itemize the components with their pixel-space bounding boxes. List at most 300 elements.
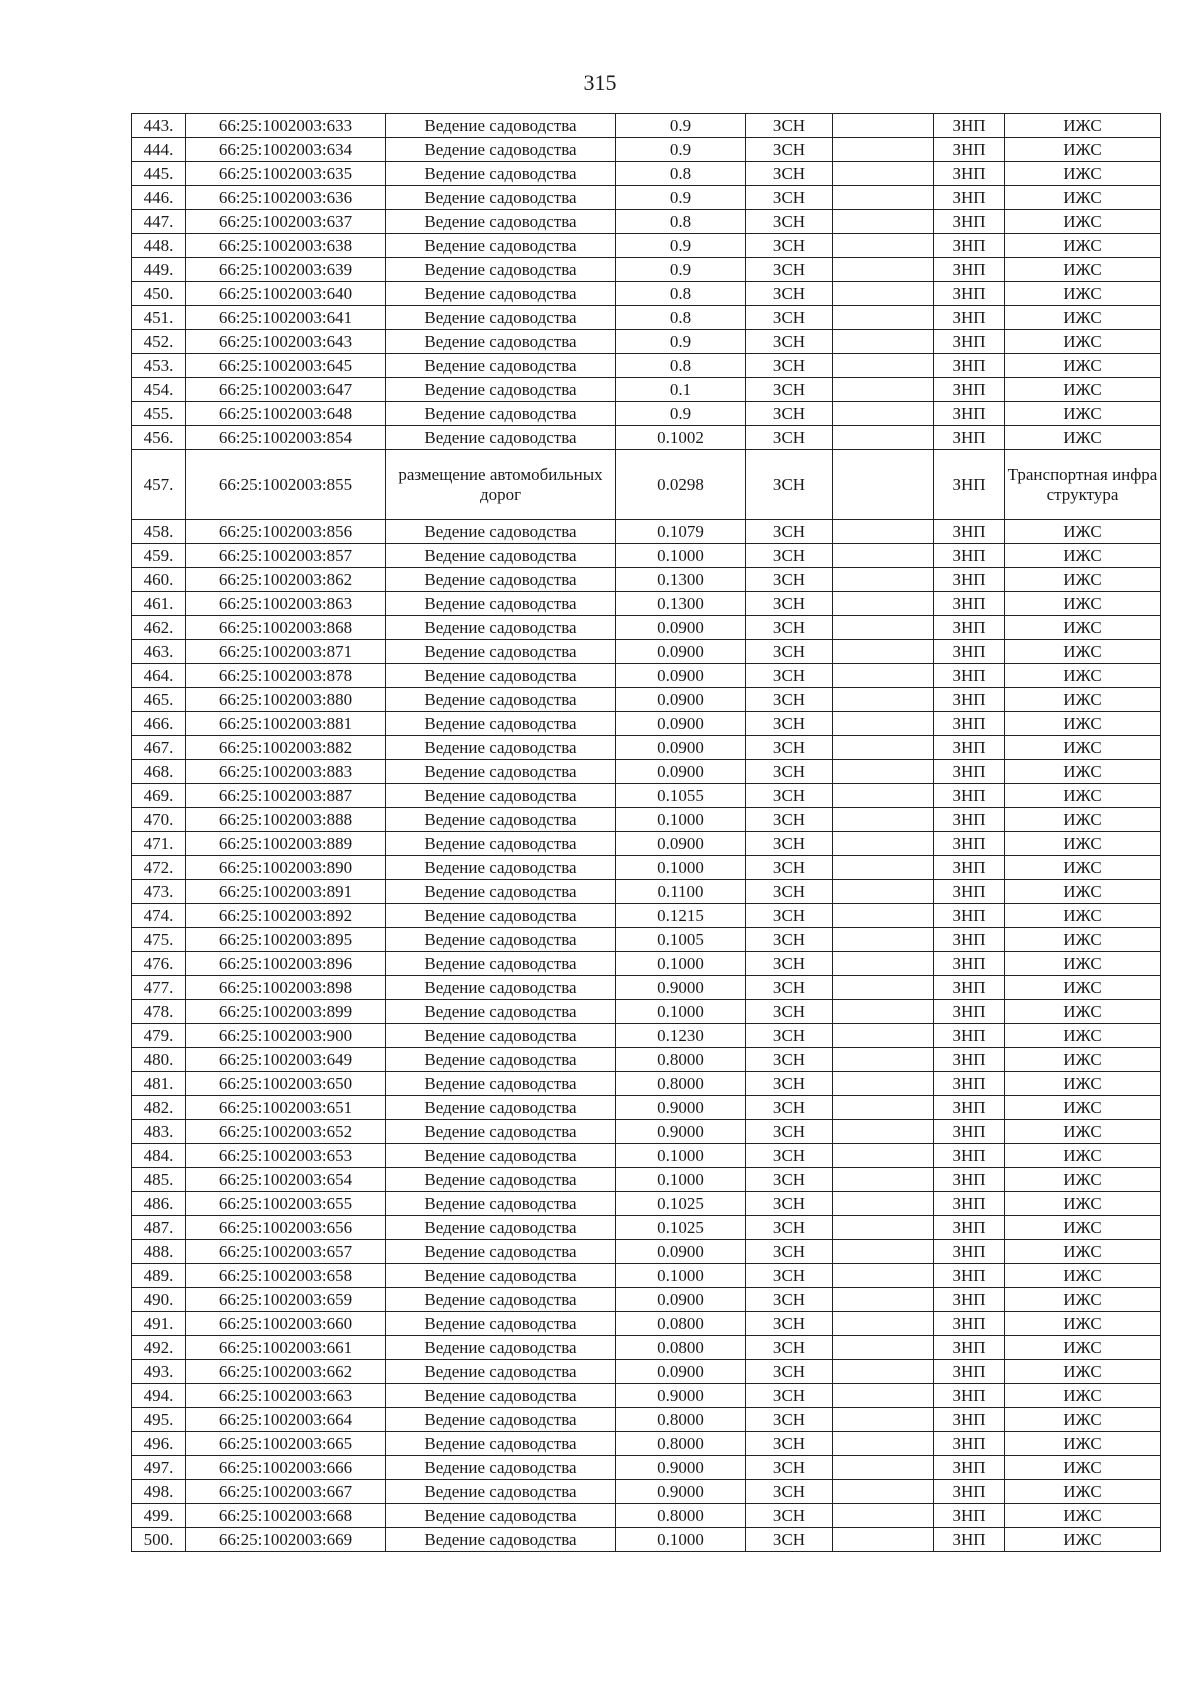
cell-area: 0.8000 <box>616 1048 746 1072</box>
parcel-table-body <box>132 114 1161 1552</box>
table-row <box>132 306 1161 330</box>
cell-blank-column <box>833 904 934 928</box>
cell-area: 0.8000 <box>616 1432 746 1456</box>
cell-row-number: 489. <box>132 1264 186 1288</box>
cell-zone-type: ИЖС <box>1005 402 1161 426</box>
cell-row-number: 461. <box>132 592 186 616</box>
cell-blank-column <box>833 210 934 234</box>
cell-row-number: 500. <box>132 1528 186 1552</box>
cell-category-planned: ЗНП <box>934 712 1005 736</box>
cell-cadastral-number: 66:25:1002003:896 <box>186 952 386 976</box>
table-row <box>132 1096 1161 1120</box>
cell-permitted-use: Ведение садоводства <box>386 1408 616 1432</box>
cell-category-planned: ЗНП <box>934 306 1005 330</box>
page-number: 315 <box>583 70 617 95</box>
cell-blank-column <box>833 282 934 306</box>
cell-row-number: 443. <box>132 114 186 138</box>
cell-category-planned: ЗНП <box>934 114 1005 138</box>
cell-cadastral-number: 66:25:1002003:639 <box>186 258 386 282</box>
cell-zone-type: ИЖС <box>1005 808 1161 832</box>
cell-category-planned: ЗНП <box>934 186 1005 210</box>
cell-area: 0.0900 <box>616 616 746 640</box>
cell-cadastral-number: 66:25:1002003:647 <box>186 378 386 402</box>
table-row <box>132 1144 1161 1168</box>
cell-blank-column <box>833 1264 934 1288</box>
cell-permitted-use: Ведение садоводства <box>386 520 616 544</box>
table-row <box>132 1384 1161 1408</box>
cell-zone-type: ИЖС <box>1005 354 1161 378</box>
table-row <box>132 234 1161 258</box>
cell-row-number: 444. <box>132 138 186 162</box>
cell-row-number: 470. <box>132 808 186 832</box>
cell-category-planned: ЗНП <box>934 210 1005 234</box>
cell-row-number: 447. <box>132 210 186 234</box>
cell-category-current: ЗСН <box>746 1240 833 1264</box>
cell-row-number: 452. <box>132 330 186 354</box>
cell-cadastral-number: 66:25:1002003:662 <box>186 1360 386 1384</box>
cell-category-planned: ЗНП <box>934 616 1005 640</box>
cell-row-number: 499. <box>132 1504 186 1528</box>
cell-category-current: ЗСН <box>746 330 833 354</box>
table-row <box>132 784 1161 808</box>
cell-permitted-use: Ведение садоводства <box>386 1168 616 1192</box>
cell-cadastral-number: 66:25:1002003:895 <box>186 928 386 952</box>
table-row <box>132 880 1161 904</box>
table-row <box>132 952 1161 976</box>
cell-category-planned: ЗНП <box>934 282 1005 306</box>
cell-category-current: ЗСН <box>746 808 833 832</box>
cell-category-planned: ЗНП <box>934 832 1005 856</box>
table-row <box>132 520 1161 544</box>
table-row <box>132 544 1161 568</box>
cell-category-planned: ЗНП <box>934 1456 1005 1480</box>
table-row <box>132 1360 1161 1384</box>
cell-permitted-use: Ведение садоводства <box>386 664 616 688</box>
cell-zone-type: ИЖС <box>1005 306 1161 330</box>
cell-category-planned: ЗНП <box>934 1480 1005 1504</box>
table-row <box>132 1432 1161 1456</box>
cell-row-number: 469. <box>132 784 186 808</box>
table-row <box>132 760 1161 784</box>
cell-row-number: 480. <box>132 1048 186 1072</box>
cell-area: 0.9 <box>616 258 746 282</box>
cell-area: 0.9000 <box>616 1096 746 1120</box>
cell-blank-column <box>833 162 934 186</box>
cell-permitted-use: Ведение садоводства <box>386 1312 616 1336</box>
cell-cadastral-number: 66:25:1002003:665 <box>186 1432 386 1456</box>
parcel-table <box>131 113 1161 1552</box>
cell-permitted-use: Ведение садоводства <box>386 712 616 736</box>
table-row <box>132 1168 1161 1192</box>
cell-cadastral-number: 66:25:1002003:878 <box>186 664 386 688</box>
cell-cadastral-number: 66:25:1002003:667 <box>186 1480 386 1504</box>
table-row <box>132 1072 1161 1096</box>
cell-row-number: 453. <box>132 354 186 378</box>
cell-category-current: ЗСН <box>746 784 833 808</box>
cell-category-planned: ЗНП <box>934 736 1005 760</box>
cell-permitted-use: Ведение садоводства <box>386 568 616 592</box>
cell-cadastral-number: 66:25:1002003:880 <box>186 688 386 712</box>
cell-zone-type: ИЖС <box>1005 1024 1161 1048</box>
cell-permitted-use: Ведение садоводства <box>386 592 616 616</box>
cell-blank-column <box>833 712 934 736</box>
table-row <box>132 330 1161 354</box>
table-row <box>132 808 1161 832</box>
cell-category-current: ЗСН <box>746 1072 833 1096</box>
cell-category-planned: ЗНП <box>934 1312 1005 1336</box>
table-row <box>132 1192 1161 1216</box>
cell-category-planned: ЗНП <box>934 426 1005 450</box>
cell-cadastral-number: 66:25:1002003:655 <box>186 1192 386 1216</box>
cell-row-number: 466. <box>132 712 186 736</box>
table-row <box>132 1264 1161 1288</box>
cell-permitted-use: Ведение садоводства <box>386 736 616 760</box>
cell-zone-type: ИЖС <box>1005 1168 1161 1192</box>
cell-category-current: ЗСН <box>746 616 833 640</box>
cell-cadastral-number: 66:25:1002003:892 <box>186 904 386 928</box>
cell-cadastral-number: 66:25:1002003:664 <box>186 1408 386 1432</box>
cell-cadastral-number: 66:25:1002003:863 <box>186 592 386 616</box>
cell-area: 0.1005 <box>616 928 746 952</box>
cell-permitted-use: Ведение садоводства <box>386 1360 616 1384</box>
cell-category-current: ЗСН <box>746 378 833 402</box>
cell-cadastral-number: 66:25:1002003:648 <box>186 402 386 426</box>
cell-category-current: ЗСН <box>746 1216 833 1240</box>
cell-area: 0.8 <box>616 282 746 306</box>
cell-blank-column <box>833 450 934 520</box>
cell-zone-type: ИЖС <box>1005 832 1161 856</box>
cell-area: 0.9 <box>616 138 746 162</box>
cell-area: 0.0900 <box>616 832 746 856</box>
cell-category-current: ЗСН <box>746 1312 833 1336</box>
cell-row-number: 492. <box>132 1336 186 1360</box>
cell-row-number: 487. <box>132 1216 186 1240</box>
cell-blank-column <box>833 1072 934 1096</box>
cell-permitted-use: Ведение садоводства <box>386 234 616 258</box>
cell-row-number: 494. <box>132 1384 186 1408</box>
cell-blank-column <box>833 520 934 544</box>
cell-row-number: 456. <box>132 426 186 450</box>
cell-cadastral-number: 66:25:1002003:669 <box>186 1528 386 1552</box>
cell-blank-column <box>833 1312 934 1336</box>
cell-row-number: 472. <box>132 856 186 880</box>
cell-zone-type: ИЖС <box>1005 1432 1161 1456</box>
cell-category-current: ЗСН <box>746 640 833 664</box>
cell-zone-type: ИЖС <box>1005 592 1161 616</box>
cell-category-planned: ЗНП <box>934 1000 1005 1024</box>
cell-permitted-use: Ведение садоводства <box>386 880 616 904</box>
cell-category-current: ЗСН <box>746 1096 833 1120</box>
cell-category-planned: ЗНП <box>934 1048 1005 1072</box>
cell-category-current: ЗСН <box>746 880 833 904</box>
cell-blank-column <box>833 1024 934 1048</box>
cell-row-number: 455. <box>132 402 186 426</box>
cell-blank-column <box>833 1168 934 1192</box>
cell-permitted-use: Ведение садоводства <box>386 1336 616 1360</box>
cell-permitted-use: Ведение садоводства <box>386 282 616 306</box>
table-row <box>132 1000 1161 1024</box>
cell-area: 0.1 <box>616 378 746 402</box>
cell-category-planned: ЗНП <box>934 1336 1005 1360</box>
cell-zone-type: ИЖС <box>1005 186 1161 210</box>
table-row <box>132 402 1161 426</box>
cell-area: 0.1000 <box>616 952 746 976</box>
cell-category-current: ЗСН <box>746 1192 833 1216</box>
cell-zone-type: ИЖС <box>1005 760 1161 784</box>
cell-area: 0.1002 <box>616 426 746 450</box>
cell-area: 0.0800 <box>616 1312 746 1336</box>
cell-category-planned: ЗНП <box>934 1072 1005 1096</box>
cell-row-number: 471. <box>132 832 186 856</box>
cell-category-planned: ЗНП <box>934 1216 1005 1240</box>
cell-zone-type: ИЖС <box>1005 1000 1161 1024</box>
cell-category-planned: ЗНП <box>934 784 1005 808</box>
cell-permitted-use: Ведение садоводства <box>386 426 616 450</box>
cell-permitted-use: Ведение садоводства <box>386 402 616 426</box>
cell-zone-type: ИЖС <box>1005 1504 1161 1528</box>
cell-cadastral-number: 66:25:1002003:657 <box>186 1240 386 1264</box>
cell-area: 0.0900 <box>616 640 746 664</box>
cell-category-current: ЗСН <box>746 568 833 592</box>
cell-category-planned: ЗНП <box>934 1144 1005 1168</box>
table-row <box>132 640 1161 664</box>
cell-zone-type: ИЖС <box>1005 378 1161 402</box>
table-row <box>132 282 1161 306</box>
cell-category-current: ЗСН <box>746 1480 833 1504</box>
cell-blank-column <box>833 1144 934 1168</box>
cell-cadastral-number: 66:25:1002003:633 <box>186 114 386 138</box>
cell-blank-column <box>833 1360 934 1384</box>
cell-zone-type: ИЖС <box>1005 1120 1161 1144</box>
cell-row-number: 459. <box>132 544 186 568</box>
cell-cadastral-number: 66:25:1002003:871 <box>186 640 386 664</box>
cell-category-planned: ЗНП <box>934 1408 1005 1432</box>
cell-blank-column <box>833 258 934 282</box>
cell-cadastral-number: 66:25:1002003:661 <box>186 1336 386 1360</box>
cell-category-current: ЗСН <box>746 592 833 616</box>
cell-blank-column <box>833 138 934 162</box>
cell-category-planned: ЗНП <box>934 856 1005 880</box>
cell-category-planned: ЗНП <box>934 1384 1005 1408</box>
cell-row-number: 458. <box>132 520 186 544</box>
cell-permitted-use: Ведение садоводства <box>386 1000 616 1024</box>
cell-row-number: 478. <box>132 1000 186 1024</box>
cell-cadastral-number: 66:25:1002003:887 <box>186 784 386 808</box>
table-row <box>132 378 1161 402</box>
cell-zone-type: ИЖС <box>1005 568 1161 592</box>
cell-area: 0.0900 <box>616 664 746 688</box>
table-row <box>132 592 1161 616</box>
cell-area: 0.9000 <box>616 1120 746 1144</box>
cell-category-current: ЗСН <box>746 162 833 186</box>
cell-cadastral-number: 66:25:1002003:634 <box>186 138 386 162</box>
cell-zone-type: ИЖС <box>1005 880 1161 904</box>
cell-permitted-use: Ведение садоводства <box>386 928 616 952</box>
cell-blank-column <box>833 592 934 616</box>
cell-category-planned: ЗНП <box>934 808 1005 832</box>
cell-blank-column <box>833 568 934 592</box>
cell-category-current: ЗСН <box>746 928 833 952</box>
cell-zone-type: ИЖС <box>1005 1312 1161 1336</box>
cell-cadastral-number: 66:25:1002003:638 <box>186 234 386 258</box>
cell-zone-type: ИЖС <box>1005 1096 1161 1120</box>
cell-category-planned: ЗНП <box>934 904 1005 928</box>
cell-category-current: ЗСН <box>746 114 833 138</box>
cell-blank-column <box>833 688 934 712</box>
cell-row-number: 450. <box>132 282 186 306</box>
table-row <box>132 210 1161 234</box>
table-row <box>132 114 1161 138</box>
cell-blank-column <box>833 114 934 138</box>
cell-zone-type: ИЖС <box>1005 904 1161 928</box>
cell-area: 0.9 <box>616 186 746 210</box>
cell-row-number: 449. <box>132 258 186 282</box>
cell-zone-type: ИЖС <box>1005 688 1161 712</box>
cell-category-current: ЗСН <box>746 1024 833 1048</box>
cell-zone-type: ИЖС <box>1005 712 1161 736</box>
cell-cadastral-number: 66:25:1002003:652 <box>186 1120 386 1144</box>
cell-category-current: ЗСН <box>746 1048 833 1072</box>
cell-area: 0.0900 <box>616 760 746 784</box>
table-row <box>132 1288 1161 1312</box>
cell-blank-column <box>833 1192 934 1216</box>
cell-zone-type: ИЖС <box>1005 616 1161 640</box>
cell-permitted-use: Ведение садоводства <box>386 1024 616 1048</box>
cell-area: 0.1300 <box>616 568 746 592</box>
table-row <box>132 1528 1161 1552</box>
cell-category-planned: ЗНП <box>934 544 1005 568</box>
cell-blank-column <box>833 1120 934 1144</box>
cell-category-current: ЗСН <box>746 736 833 760</box>
cell-category-current: ЗСН <box>746 712 833 736</box>
cell-blank-column <box>833 856 934 880</box>
cell-area: 0.1215 <box>616 904 746 928</box>
cell-category-current: ЗСН <box>746 760 833 784</box>
cell-zone-type: ИЖС <box>1005 784 1161 808</box>
cell-blank-column <box>833 330 934 354</box>
cell-category-current: ЗСН <box>746 664 833 688</box>
cell-permitted-use: Ведение садоводства <box>386 832 616 856</box>
cell-category-planned: ЗНП <box>934 592 1005 616</box>
cell-area: 0.8000 <box>616 1504 746 1528</box>
cell-permitted-use: Ведение садоводства <box>386 1432 616 1456</box>
table-row <box>132 664 1161 688</box>
cell-blank-column <box>833 1336 934 1360</box>
cell-area: 0.8 <box>616 354 746 378</box>
cell-zone-type: ИЖС <box>1005 856 1161 880</box>
cell-row-number: 463. <box>132 640 186 664</box>
cell-permitted-use: Ведение садоводства <box>386 784 616 808</box>
cell-category-current: ЗСН <box>746 1336 833 1360</box>
table-row <box>132 1048 1161 1072</box>
cell-row-number: 474. <box>132 904 186 928</box>
cell-zone-type: ИЖС <box>1005 952 1161 976</box>
cell-area: 0.9000 <box>616 1456 746 1480</box>
cell-area: 0.8 <box>616 162 746 186</box>
cell-area: 0.1000 <box>616 1144 746 1168</box>
cell-permitted-use: Ведение садоводства <box>386 330 616 354</box>
cell-row-number: 488. <box>132 1240 186 1264</box>
cell-area: 0.0900 <box>616 1240 746 1264</box>
cell-zone-type: ИЖС <box>1005 162 1161 186</box>
cell-area: 0.9000 <box>616 1384 746 1408</box>
table-row <box>132 450 1161 520</box>
cell-row-number: 482. <box>132 1096 186 1120</box>
table-row <box>132 904 1161 928</box>
cell-row-number: 454. <box>132 378 186 402</box>
cell-row-number: 446. <box>132 186 186 210</box>
cell-area: 0.0900 <box>616 1360 746 1384</box>
cell-blank-column <box>833 736 934 760</box>
cell-cadastral-number: 66:25:1002003:882 <box>186 736 386 760</box>
cell-cadastral-number: 66:25:1002003:660 <box>186 1312 386 1336</box>
cell-area: 0.8000 <box>616 1072 746 1096</box>
cell-category-current: ЗСН <box>746 450 833 520</box>
cell-zone-type: ИЖС <box>1005 282 1161 306</box>
cell-row-number: 481. <box>132 1072 186 1096</box>
cell-area: 0.0900 <box>616 736 746 760</box>
cell-permitted-use: Ведение садоводства <box>386 688 616 712</box>
cell-cadastral-number: 66:25:1002003:868 <box>186 616 386 640</box>
cell-area: 0.9 <box>616 114 746 138</box>
cell-area: 0.1100 <box>616 880 746 904</box>
cell-cadastral-number: 66:25:1002003:855 <box>186 450 386 520</box>
cell-category-current: ЗСН <box>746 1120 833 1144</box>
cell-row-number: 484. <box>132 1144 186 1168</box>
cell-cadastral-number: 66:25:1002003:891 <box>186 880 386 904</box>
cell-blank-column <box>833 832 934 856</box>
cell-permitted-use: Ведение садоводства <box>386 1144 616 1168</box>
cell-area: 0.1230 <box>616 1024 746 1048</box>
cell-blank-column <box>833 784 934 808</box>
cell-blank-column <box>833 880 934 904</box>
cell-category-current: ЗСН <box>746 258 833 282</box>
cell-category-planned: ЗНП <box>934 1504 1005 1528</box>
cell-permitted-use: размещение автомобильных дорог <box>386 450 616 520</box>
cell-category-current: ЗСН <box>746 1288 833 1312</box>
table-row <box>132 354 1161 378</box>
cell-permitted-use: Ведение садоводства <box>386 1192 616 1216</box>
cell-cadastral-number: 66:25:1002003:857 <box>186 544 386 568</box>
cell-category-planned: ЗНП <box>934 1288 1005 1312</box>
table-row <box>132 616 1161 640</box>
cell-permitted-use: Ведение садоводства <box>386 616 616 640</box>
cell-area: 0.0800 <box>616 1336 746 1360</box>
cell-category-planned: ЗНП <box>934 568 1005 592</box>
cell-category-current: ЗСН <box>746 1144 833 1168</box>
cell-zone-type: ИЖС <box>1005 736 1161 760</box>
table-row <box>132 426 1161 450</box>
cell-category-planned: ЗНП <box>934 138 1005 162</box>
cell-zone-type: ИЖС <box>1005 1144 1161 1168</box>
cell-category-current: ЗСН <box>746 1000 833 1024</box>
cell-area: 0.1000 <box>616 544 746 568</box>
cell-area: 0.1000 <box>616 1000 746 1024</box>
cell-cadastral-number: 66:25:1002003:668 <box>186 1504 386 1528</box>
cell-category-current: ЗСН <box>746 1528 833 1552</box>
cell-category-current: ЗСН <box>746 832 833 856</box>
cell-cadastral-number: 66:25:1002003:889 <box>186 832 386 856</box>
table-row <box>132 258 1161 282</box>
cell-blank-column <box>833 1432 934 1456</box>
cell-zone-type: ИЖС <box>1005 114 1161 138</box>
cell-row-number: 473. <box>132 880 186 904</box>
cell-category-planned: ЗНП <box>934 520 1005 544</box>
cell-cadastral-number: 66:25:1002003:640 <box>186 282 386 306</box>
cell-permitted-use: Ведение садоводства <box>386 808 616 832</box>
cell-category-current: ЗСН <box>746 1384 833 1408</box>
cell-cadastral-number: 66:25:1002003:636 <box>186 186 386 210</box>
